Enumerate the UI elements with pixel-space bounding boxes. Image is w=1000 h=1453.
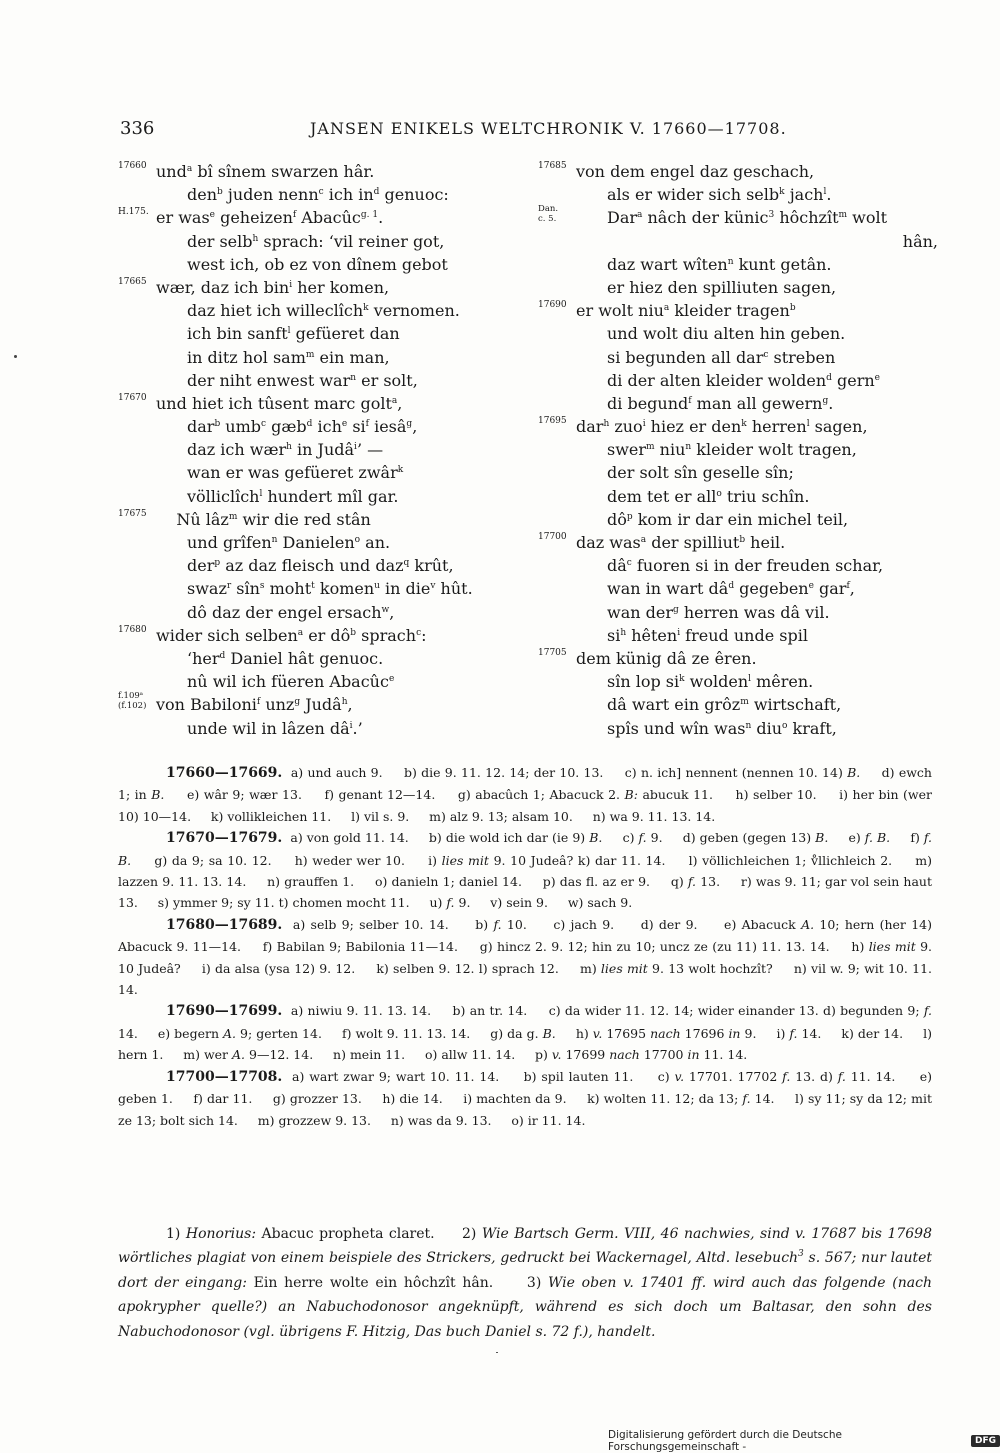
verse-text: dem künig dâ ze êren. [576,648,757,668]
verse-line [538,392,938,415]
verse-line [118,601,518,624]
verse-line [118,577,518,600]
verse-text: wær, daz ich bin$^i$ her komen, [156,277,390,297]
verse-line [118,206,518,229]
line-marker: 17705 [538,647,567,658]
verse-text: sîn lop $si^k$ wolden$^l$ mêren. [607,672,814,692]
verse-text: und hiet ich tûsent marc golt$^a$, [156,393,403,413]
verse-text: $dâ^c$ fuoren si in der freuden schar, [607,556,884,576]
verse-line [118,299,518,322]
verse-text: dar$^h$ zuo$^i$ hiez er den$^k$ herren$^l$ sagen, [576,417,868,437]
verse-line [118,276,518,299]
verse-line [538,183,938,206]
verse-line [118,438,518,461]
verse-line [118,160,518,183]
apparatus-text: a) niwiu 9. 11. 13. 14. b) an tr. 14. c) da wider 11. 12. 14; wider einander 13. d) begunden 9; f. 14. e) begern A. 9; gerten 14. f) wolt 9. 11. 13. 14. g) da g. B. h) v. 17695 nach 17696 in 9. i) f. 14. k) der 14. l) hern 1. m) wer A. 9—12. 14. n) mein 11. o) allw 11. 14. p) v. 17699 nach 17700 in 11. 14. [118,1003,932,1063]
verse-line [118,392,518,415]
verse-line [118,230,518,253]
verse-line [118,183,518,206]
verse-line [118,322,518,345]
verse-text: dem tet er all$^o$ triu schîn. [607,486,810,506]
verse-text: Dar$^a$ nâch der künic$^3$ hôchzît$^m$ wolt [607,208,888,228]
verse-text: swer$^m$ niu$^n$ kleider wolt tragen, [607,440,857,460]
apparatus-paragraph [118,762,932,827]
verse-line [538,693,938,716]
verse-text: nû wil ich füeren Abacûc$^e$ [187,672,395,692]
apparatus-range: 17690—17699. [166,1003,283,1020]
ink-speck [14,355,17,358]
verse-text: hân, [902,231,938,251]
verse-text: west ich, ob ez von dînem gebot [187,254,448,274]
verse-line [118,531,518,554]
line-marker: f.109ᵃ (f.102) [118,691,147,712]
line-marker: 17675 [118,508,147,519]
verse-text: si begunden all dar$^c$ streben [607,347,836,367]
apparatus-text: a) selb 9; selber 10. 14. b) f. 10. c) jach 9. d) der 9. e) Abacuck A. 10; hern (her 14) Abacuck 9. 11—14. f) Babilan 9; Babilonia 11—14. g) hincz 2. 9. 12; hin zu 10; uncz ze (zu 11) 11. 13. 14. h) lies mit 9. 10 Judeâ? i) da alsa (ysa 12) 9. 12. k) selben 9. 12. l) sprach 12. m) lies mit 9. 13 wolt hochzît? n) vil w. 9; wit 10. 11. 14. [118,916,933,998]
verse-line [538,647,938,670]
verse-line [538,346,938,369]
verse-text: den$^b$ juden nenn$^c$ ich $in^d$ genuoc: [187,185,449,205]
apparatus-range: 17670—17679. [166,830,283,847]
verse-line [118,369,518,392]
verse-text: der selb$^h$ sprach: ‘vil reiner got, [187,231,445,251]
verse-text: unde wil in lâzen $dâ^i$.’ [187,718,363,738]
verse-text: spîs und wîn was$^n$ diu$^o$ kraft, [607,718,837,738]
line-marker: 17690 [538,300,567,311]
verse-line [118,670,518,693]
verse-line [538,230,938,253]
verse-text: swaz$^r$ sîn$^s$ moht$^t$ komen$^u$ in die$^v$ hût. [187,579,473,599]
verse-line [538,624,938,647]
apparatus-paragraph [118,827,932,914]
verse-text: von dem engel daz geschach, [576,162,815,181]
verse-text: als er wider sich selb$^k$ jach$^l$. [607,185,832,205]
dfg-logo: DFG [971,1435,1000,1447]
ink-speck [496,1352,498,1353]
verse-text: völliclîch$^l$ hundert mîl gar. [187,486,399,506]
verse-text: er was$^e$ geheizen$^f$ Abacûc$^{g. 1}$. [156,208,384,228]
verse-column-left [118,160,518,740]
verse-text: daz ich wær$^h$ in Judâ$^i$’ — [187,440,384,460]
verse-text: wider sich selben$^a$ er $dô^b$ sprach$^c$: [156,625,427,645]
verse-line [118,647,518,670]
verse-line [118,485,518,508]
verse-text: und wolt diu alten hin geben. [607,324,846,344]
verse-line [118,693,518,716]
verse-line [538,276,938,299]
verse-text: er wolt niu$^a$ kleider tragen$^b$ [576,301,796,321]
verse-text: der$^p$ az daz fleisch und daz$^q$ krût, [187,556,454,576]
verse-text: und$^a$ bî sînem swarzen hâr. [156,162,375,181]
verse-line [118,508,518,531]
verse-text: er hiez den spilliuten sagen, [607,277,837,297]
footnotes [118,1222,932,1344]
verse-text: daz hiet ich willeclîch$^k$ vernomen. [187,301,460,321]
apparatus-range: 17700—17708. [166,1068,283,1085]
verse-line [538,554,938,577]
apparatus-paragraph [118,1066,932,1131]
verse-text: ‘her$^d$ Daniel hât genuoc. [187,648,384,668]
verse-text: daz wart wîten$^n$ kunt getân. [607,254,832,274]
line-marker: 17700 [538,532,567,542]
verse-line [538,601,938,624]
verse-line [538,369,938,392]
verse-line [538,461,938,484]
verse-line [118,554,518,577]
verse-text: dô daz der engel ersach$^w$, [187,602,395,622]
verse-text: dar$^b$ umb$^c$ gæb$^d$ ich$^e$ $si^f$ iesâ$^g$, [187,417,418,437]
verse-line [538,253,938,276]
verse-column-right [538,160,938,740]
verse-line [538,508,938,531]
line-marker: 17680 [118,624,147,635]
line-marker: Dan. c. 5. [538,204,559,225]
verse-text: $dô^p$ kom ir dar ein michel teil, [607,509,849,529]
verse-line [538,206,938,229]
verse-text: von Babiloni$^f$ unz$^g$ Judâ$^h$, [156,695,353,715]
verse-line [538,531,938,554]
verse-text: di begund$^f$ man all gewern$^g$. [607,393,834,413]
line-marker: 17685 [538,161,567,171]
verse-line [538,485,938,508]
footer-text: Digitalisierung gefördert durch die Deutsche Forschungsgemeinschaft - [608,1429,842,1453]
running-header [0,118,1000,140]
critical-apparatus [118,762,932,1131]
verse-line [538,438,938,461]
verse-text: wan der$^g$ herren was dâ vil. [607,602,830,622]
verse-text: Nû lâz$^m$ wir die red stân [156,509,371,529]
verse-line [118,253,518,276]
verse-line [538,670,938,693]
apparatus-text: a) von gold 11. 14. b) die wold ich dar (ie 9) B. c) f. 9. d) geben (gegen 13) B. e) f. B. f) f. B. g) da 9; sa 10. 12. h) weder wer 10. i) lies mit 9. 10 Judeâ? k) dar 11. 14. l) völlichleichen 1; v̊llichleich 2. m) lazzen 9. 11. 13. 14. n) grauffen 1. o) danieln 1; daniel 14. p) das fl. az er 9. q) f. 13. r) was 9. 11; gar vol sein haut 13. s) ymmer 9; sy 11. t) chomen mocht 11. u) f. 9. v) sein 9. w) sach 9. [118,830,933,911]
verse-text: und grîfen$^n$ Danielen$^o$ an. [187,533,391,552]
verse-line [538,160,938,183]
verse-text: $si^h$ hêten$^i$ freud unde spil [607,625,808,645]
apparatus-text: a) und auch 9. b) die 9. 11. 12. 14; der 10. 13. c) n. ich] nennent (nennen 10. 14) B. d) ewch 1; in B. e) wâr 9; wær 13. f) genant 12—14. g) abacûch 1; Abacuck 2. B: abucuk 11. h) selber 10. i) her bin (wer 10) 10—14. k) vollikleichen 11. l) vil s. 9. m) alz 9. 13; alsam 10. n) wa 9. 11. 13. 14. [118,765,932,824]
verse-text: dâ wart ein grôz$^m$ wirtschaft, [607,695,842,715]
verse-text: der niht enwest war$^n$ er solt, [187,370,418,390]
verse-line [538,322,938,345]
verse-line [538,299,938,322]
verse-line [118,415,518,438]
line-marker: H.175. [118,207,149,218]
verse-line [118,717,518,740]
verse-text: ich bin sanft$^l$ gefüeret dan [187,324,400,344]
verse-line [118,346,518,369]
verse-text: in ditz hol sam$^m$ ein man, [187,347,390,367]
verse-text: di der alten kleider wolden$^d$ gern$^e$ [607,370,880,390]
verse-line [538,577,938,600]
apparatus-range: 17680—17689. [166,916,283,933]
apparatus-text: a) wart zwar 9; wart 10. 11. 14. b) spil lauten 11. c) v. 17701. 17702 f. 13. d) f. 11. 14. e) geben 1. f) dar 11. g) grozzer 13. h) die 14. i) machten da 9. k) wolten 11. 12; da 13; f. 14. l) sy 11; sy da 12; mit ze 13; bolt sich 14. m) grozzew 9. 13. n) was da 9. 13. o) ir 11. 14. [118,1068,932,1128]
apparatus-range: 17660—17669. [166,765,283,781]
page-number: 336 [120,118,155,139]
digitization-footer [608,1429,1000,1453]
line-marker: 17695 [538,416,567,427]
line-marker: 17660 [118,161,147,171]
line-marker: 17665 [118,276,147,287]
verse-text: wan er was gefüeret zwâr$^k$ [187,463,404,483]
verse-text: wan in wart $dâ^d$ gegeben$^e$ gar$^f$, [607,579,855,599]
footnote-paragraph: 1) Honorius: Abacuc propheta claret. 2) Wie Bartsch Germ. VIII, 46 nachwies, sind v. 17687 bis 17698 wörtliches plagiat von einem beispiele des Strickers, gedruckt bei Wackernagel, Altd. lesebuch$^3$ s. 567; nur lautet dort der eingang: Ein herre wolte ein hôchzît hân. 3) Wie oben v. 17401 ff. wird auch das folgende (nach apokrypher quelle?) an Nabuchodonosor angeknüpft, während es sich doch um Baltasar, den sohn des Nabuchodonosor (vgl. übrigens F. Hitzig, Das buch Daniel s. 72 f.), handelt. [118,1226,932,1340]
verse-line [538,415,938,438]
verse-line [118,461,518,484]
verse-text: daz was$^a$ der spilliut$^b$ heil. [576,533,786,552]
running-title: JANSEN ENIKELS WELTCHRONIK V. 17660—17708. [310,119,787,138]
verse-line [538,717,938,740]
apparatus-paragraph [118,1000,932,1065]
line-marker: 17670 [118,392,147,403]
apparatus-paragraph [118,914,932,1001]
verse-text: der solt sîn geselle sîn; [607,463,794,483]
verse-line [118,624,518,647]
